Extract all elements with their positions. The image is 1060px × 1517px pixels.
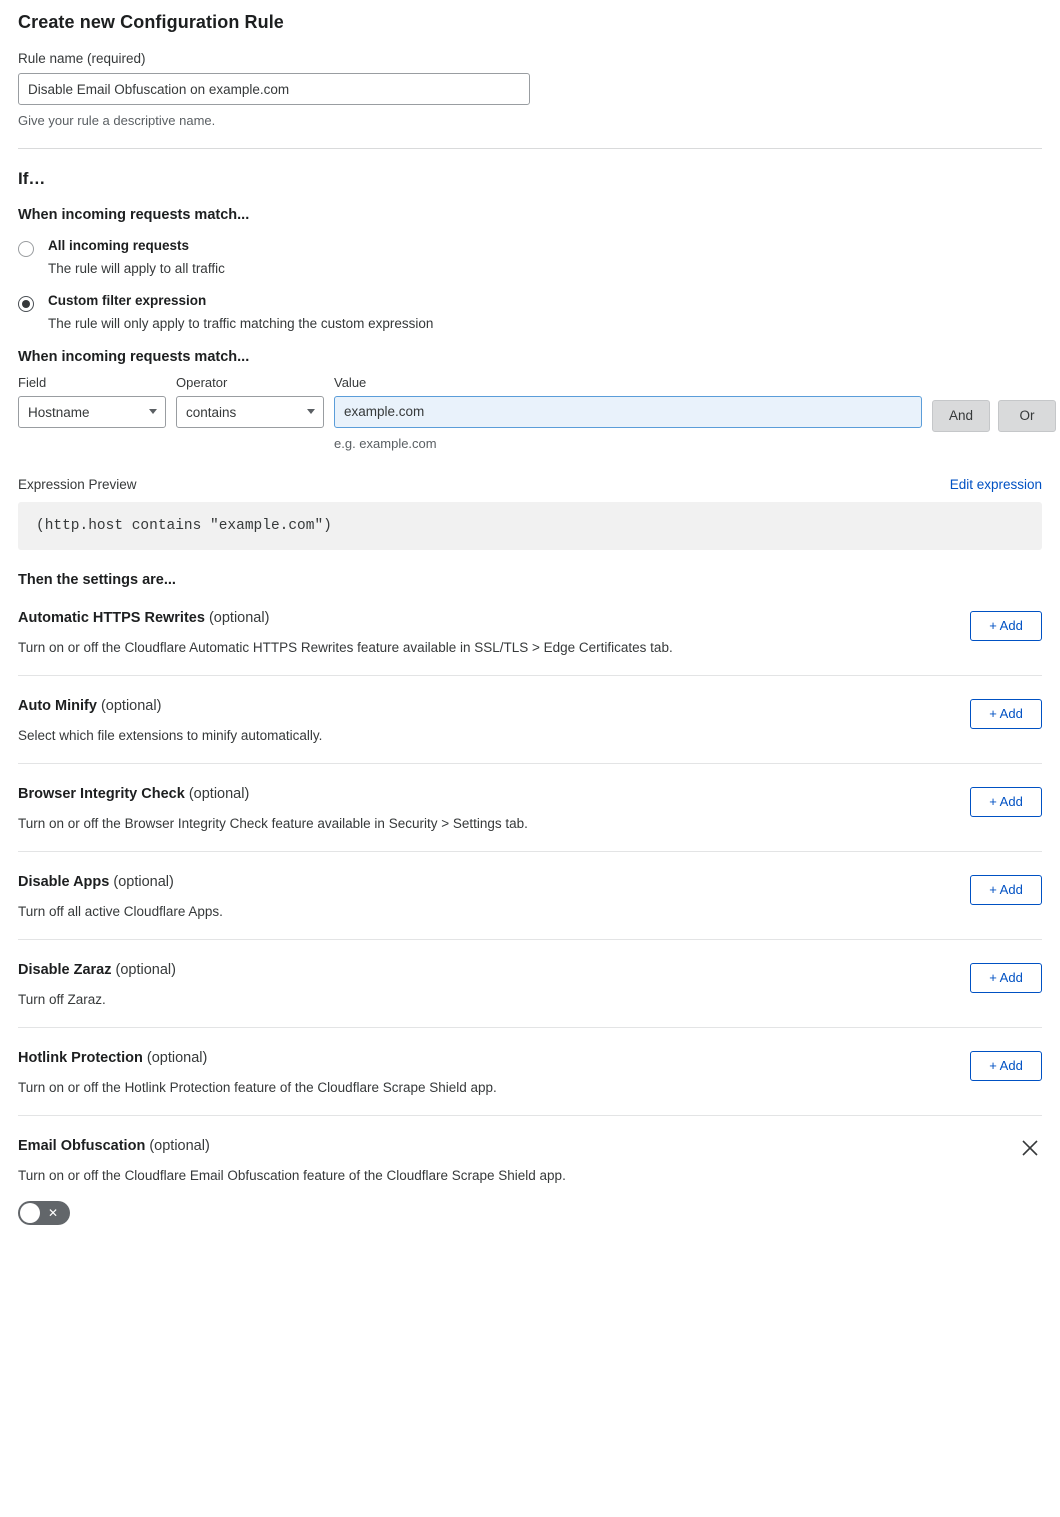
setting-optional-tag: (optional)	[208, 609, 270, 626]
setting-title	[18, 1050, 1042, 1066]
radio-custom-title: Custom filter expression	[48, 292, 207, 308]
setting-disable-apps	[18, 852, 1042, 940]
setting-description: Turn off all active Cloudflare Apps.	[18, 903, 223, 919]
expression-preview-text: (http.host contains "example.com")	[18, 502, 1042, 550]
rule-name-hint: Give your rule a descriptive name.	[18, 113, 216, 128]
value-column	[334, 375, 922, 451]
value-hint: e.g. example.com	[334, 435, 437, 451]
setting-description: Turn on or off the Cloudflare Email Obfuscation feature of the Cloudflare Scrape Shield app.	[18, 1167, 566, 1183]
edit-expression-link[interactable]: Edit expression	[949, 476, 1042, 492]
and-button[interactable]: And	[932, 400, 990, 432]
setting-description: Turn on or off the Cloudflare Automatic HTTPS Rewrites feature available in SSL/TLS > Edge Certificates tab.	[18, 639, 673, 655]
field-select[interactable]: Hostname	[18, 396, 166, 428]
setting-optional-tag: (optional)	[149, 1137, 210, 1154]
page-title: Create new Configuration Rule	[18, 12, 284, 32]
toggle-knob	[20, 1203, 40, 1223]
chevron-down-icon	[149, 409, 157, 414]
add-button[interactable]: + Add	[970, 1051, 1042, 1081]
operator-select[interactable]: contains	[176, 396, 324, 428]
radio-all-desc: The rule will apply to all traffic	[48, 260, 225, 276]
match-mode-radio-group	[18, 239, 1042, 331]
setting-optional-tag: (optional)	[115, 961, 176, 978]
match-heading: When incoming requests match...	[18, 207, 250, 223]
divider	[18, 148, 1042, 149]
setting-title-text: Automatic HTTPS Rewrites	[18, 609, 205, 626]
operator-label: Operator	[176, 374, 228, 390]
rule-name-label: Rule name (required)	[18, 51, 146, 66]
rule-name-input[interactable]	[18, 73, 530, 105]
value-input[interactable]	[334, 396, 922, 428]
add-button[interactable]: + Add	[970, 699, 1042, 729]
radio-custom-filter-expression[interactable]	[18, 294, 1042, 331]
setting-title-text: Disable Apps	[18, 873, 110, 890]
or-button[interactable]: Or	[998, 400, 1056, 432]
operator-column	[176, 375, 324, 428]
if-section-heading: If…	[18, 169, 46, 188]
setting-title	[18, 610, 1042, 626]
setting-title-text: Browser Integrity Check	[18, 785, 185, 802]
add-button[interactable]: + Add	[970, 787, 1042, 817]
value-label: Value	[334, 374, 367, 390]
radio-custom-desc: The rule will only apply to traffic matching the custom expression	[48, 315, 434, 331]
setting-automatic-https-rewrites	[18, 588, 1042, 676]
expression-preview-label: Expression Preview	[18, 476, 137, 492]
add-button[interactable]: + Add	[970, 611, 1042, 641]
setting-optional-tag: (optional)	[100, 697, 162, 714]
setting-description: Turn off Zaraz.	[18, 991, 106, 1007]
radio-all-incoming-requests[interactable]	[18, 239, 1042, 276]
setting-title	[18, 874, 1042, 890]
field-label: Field	[18, 374, 47, 390]
setting-description: Select which file extensions to minify automatically.	[18, 727, 323, 743]
setting-optional-tag: (optional)	[113, 873, 174, 890]
setting-title	[18, 698, 1042, 714]
setting-optional-tag: (optional)	[188, 785, 250, 802]
setting-optional-tag: (optional)	[146, 1049, 208, 1066]
setting-auto-minify	[18, 676, 1042, 764]
setting-title	[18, 1138, 1042, 1154]
setting-title	[18, 962, 1042, 978]
close-icon[interactable]	[1020, 1138, 1040, 1158]
setting-disable-zaraz	[18, 940, 1042, 1028]
email-obfuscation-toggle[interactable]	[18, 1201, 70, 1225]
setting-browser-integrity-check	[18, 764, 1042, 852]
setting-title-text: Email Obfuscation	[18, 1137, 146, 1154]
radio-icon-unchecked[interactable]	[18, 241, 34, 257]
toggle-off-icon: ✕	[48, 1205, 59, 1220]
expression-builder-row	[18, 375, 1042, 451]
setting-description: Turn on or off the Hotlink Protection feature of the Cloudflare Scrape Shield app.	[18, 1079, 497, 1095]
setting-hotlink-protection	[18, 1028, 1042, 1116]
add-button[interactable]: + Add	[970, 963, 1042, 993]
setting-title-text: Hotlink Protection	[18, 1049, 143, 1066]
setting-title-text: Auto Minify	[18, 697, 97, 714]
setting-description: Turn on or off the Browser Integrity Check feature available in Security > Settings tab.	[18, 815, 528, 831]
radio-all-title: All incoming requests	[48, 238, 190, 253]
setting-title-text: Disable Zaraz	[18, 961, 112, 978]
radio-icon-checked[interactable]	[18, 296, 34, 312]
chevron-down-icon	[307, 409, 315, 414]
setting-title	[18, 786, 1042, 802]
setting-email-obfuscation	[18, 1116, 1042, 1245]
rule-name-group	[18, 51, 1042, 128]
add-button[interactable]: + Add	[970, 875, 1042, 905]
expression-builder-heading: When incoming requests match...	[18, 348, 250, 365]
logic-buttons	[932, 400, 1056, 432]
then-section-heading: Then the settings are...	[18, 571, 176, 588]
field-column	[18, 375, 166, 428]
expression-preview-header	[18, 477, 1042, 492]
